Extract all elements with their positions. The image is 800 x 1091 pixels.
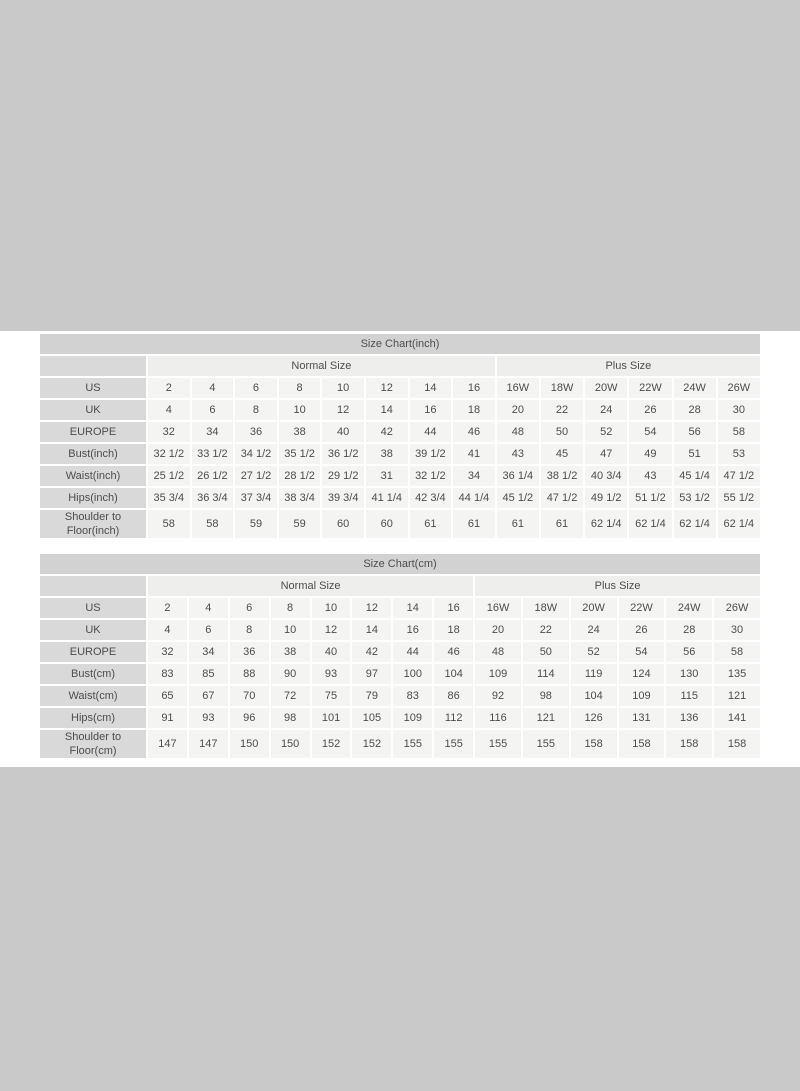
table-cell: 25 1/2 <box>148 466 190 486</box>
row-label: EUROPE <box>40 642 146 662</box>
table-cell: 59 <box>235 510 277 538</box>
table-cell: 38 <box>366 444 408 464</box>
table-cell: 16W <box>497 378 539 398</box>
table-title: Size Chart(cm) <box>40 554 760 574</box>
size-chart-table-inch <box>38 332 762 540</box>
table-row <box>40 664 760 684</box>
table-cell: 62 1/4 <box>629 510 671 538</box>
table-cell: 48 <box>475 642 521 662</box>
table-gap <box>38 540 762 552</box>
table-cell: 101 <box>312 708 351 728</box>
table-cell: 124 <box>619 664 665 684</box>
row-label: Shoulder to Floor(cm) <box>40 730 146 758</box>
table-cell: 39 1/2 <box>410 444 452 464</box>
table-cell: 8 <box>230 620 269 640</box>
table-cell: 61 <box>541 510 583 538</box>
table-cell: 28 <box>674 400 716 420</box>
table-cell: 91 <box>148 708 187 728</box>
corner-cell <box>40 576 146 596</box>
table-cell: 109 <box>393 708 432 728</box>
corner-cell <box>40 356 146 376</box>
table-cell: 47 <box>585 444 627 464</box>
table-cell: 20W <box>585 378 627 398</box>
table-cell: 62 1/4 <box>674 510 716 538</box>
table-row <box>40 598 760 618</box>
row-label: US <box>40 598 146 618</box>
table-cell: 47 1/2 <box>541 488 583 508</box>
table-cell: 158 <box>714 730 760 758</box>
table-cell: 18W <box>523 598 569 618</box>
table-cell: 12 <box>312 620 351 640</box>
table-cell: 46 <box>453 422 495 442</box>
table-cell: 33 1/2 <box>192 444 234 464</box>
table-cell: 35 3/4 <box>148 488 190 508</box>
table-cell: 6 <box>235 378 277 398</box>
table-cell: 22 <box>523 620 569 640</box>
table-cell: 49 1/2 <box>585 488 627 508</box>
table-cell: 38 3/4 <box>279 488 321 508</box>
table-cell: 34 1/2 <box>235 444 277 464</box>
table-cell: 49 <box>629 444 671 464</box>
table-cell: 43 <box>629 466 671 486</box>
table-cell: 136 <box>666 708 712 728</box>
table-cell: 93 <box>312 664 351 684</box>
table-cell: 93 <box>189 708 228 728</box>
table-cell: 14 <box>410 378 452 398</box>
table-cell: 20 <box>475 620 521 640</box>
table-cell: 147 <box>189 730 228 758</box>
table-cell: 16 <box>453 378 495 398</box>
table-cell: 135 <box>714 664 760 684</box>
table-cell: 32 <box>148 642 187 662</box>
table-cell: 98 <box>523 686 569 706</box>
table-cell: 62 1/4 <box>718 510 760 538</box>
table-cell: 22W <box>619 598 665 618</box>
table-cell: 2 <box>148 598 187 618</box>
table-cell: 112 <box>434 708 473 728</box>
table-cell: 104 <box>434 664 473 684</box>
table-cell: 41 <box>453 444 495 464</box>
row-label: UK <box>40 620 146 640</box>
table-cell: 16W <box>475 598 521 618</box>
table-cell: 54 <box>619 642 665 662</box>
table-cell: 14 <box>393 598 432 618</box>
table-cell: 44 <box>393 642 432 662</box>
table-cell: 45 1/4 <box>674 466 716 486</box>
table-cell: 60 <box>366 510 408 538</box>
table-row <box>40 730 760 758</box>
table-cell: 51 <box>674 444 716 464</box>
table-cell: 58 <box>148 510 190 538</box>
table-row <box>40 466 760 486</box>
table-cell: 72 <box>271 686 310 706</box>
row-label: Waist(cm) <box>40 686 146 706</box>
table-cell: 20W <box>571 598 617 618</box>
table-cell: 14 <box>352 620 391 640</box>
table-cell: 4 <box>148 400 190 420</box>
table-cell: 70 <box>230 686 269 706</box>
table-cell: 55 1/2 <box>718 488 760 508</box>
table-row <box>40 708 760 728</box>
table-cell: 31 <box>366 466 408 486</box>
table-cell: 97 <box>352 664 391 684</box>
table-cell: 75 <box>312 686 351 706</box>
table-cell: 65 <box>148 686 187 706</box>
row-label: US <box>40 378 146 398</box>
table-cell: 30 <box>714 620 760 640</box>
table-cell: 38 1/2 <box>541 466 583 486</box>
table-cell: 61 <box>410 510 452 538</box>
table-cell: 10 <box>312 598 351 618</box>
table-cell: 39 3/4 <box>322 488 364 508</box>
table-cell: 4 <box>192 378 234 398</box>
table-cell: 20 <box>497 400 539 420</box>
table-cell: 83 <box>148 664 187 684</box>
table-row <box>40 444 760 464</box>
table-cell: 36 1/2 <box>322 444 364 464</box>
table-cell: 26 <box>619 620 665 640</box>
size-chart-tables <box>38 332 762 760</box>
table-cell: 10 <box>279 400 321 420</box>
table-cell: 43 <box>497 444 539 464</box>
table-cell: 67 <box>189 686 228 706</box>
table-cell: 22W <box>629 378 671 398</box>
column-group-header: Plus Size <box>475 576 760 596</box>
table-cell: 50 <box>523 642 569 662</box>
table-cell: 158 <box>619 730 665 758</box>
table-cell: 42 3/4 <box>410 488 452 508</box>
row-label: EUROPE <box>40 422 146 442</box>
table-row <box>40 686 760 706</box>
table-cell: 12 <box>352 598 391 618</box>
table-cell: 28 1/2 <box>279 466 321 486</box>
table-cell: 2 <box>148 378 190 398</box>
table-cell: 58 <box>714 642 760 662</box>
table-cell: 40 3/4 <box>585 466 627 486</box>
table-cell: 158 <box>666 730 712 758</box>
table-cell: 53 <box>718 444 760 464</box>
table-cell: 130 <box>666 664 712 684</box>
table-cell: 52 <box>571 642 617 662</box>
table-row <box>40 488 760 508</box>
table-cell: 44 1/4 <box>453 488 495 508</box>
table-cell: 62 1/4 <box>585 510 627 538</box>
table-cell: 32 1/2 <box>148 444 190 464</box>
table-cell: 158 <box>571 730 617 758</box>
table-cell: 24W <box>666 598 712 618</box>
table-row <box>40 378 760 398</box>
table-cell: 6 <box>230 598 269 618</box>
table-cell: 114 <box>523 664 569 684</box>
table-cell: 56 <box>674 422 716 442</box>
table-row <box>40 422 760 442</box>
table-cell: 141 <box>714 708 760 728</box>
column-group-header: Normal Size <box>148 576 473 596</box>
table-cell: 4 <box>148 620 187 640</box>
table-cell: 155 <box>475 730 521 758</box>
gray-margin-top <box>0 0 800 331</box>
table-cell: 61 <box>453 510 495 538</box>
table-cell: 26 <box>629 400 671 420</box>
table-cell: 10 <box>322 378 364 398</box>
table-cell: 150 <box>271 730 310 758</box>
table-cell: 50 <box>541 422 583 442</box>
table-cell: 44 <box>410 422 452 442</box>
table-cell: 61 <box>497 510 539 538</box>
table-cell: 14 <box>366 400 408 420</box>
column-group-header: Normal Size <box>148 356 495 376</box>
table-cell: 24W <box>674 378 716 398</box>
table-cell: 155 <box>523 730 569 758</box>
table-cell: 41 1/4 <box>366 488 408 508</box>
table-cell: 37 3/4 <box>235 488 277 508</box>
table-cell: 96 <box>230 708 269 728</box>
table-cell: 8 <box>235 400 277 420</box>
table-row <box>40 400 760 420</box>
table-cell: 58 <box>192 510 234 538</box>
table-cell: 28 <box>666 620 712 640</box>
table-cell: 40 <box>322 422 364 442</box>
table-cell: 12 <box>366 378 408 398</box>
table-cell: 126 <box>571 708 617 728</box>
row-label: Waist(inch) <box>40 466 146 486</box>
table-cell: 10 <box>271 620 310 640</box>
table-title: Size Chart(inch) <box>40 334 760 354</box>
table-row <box>40 510 760 538</box>
table-cell: 34 <box>189 642 228 662</box>
table-cell: 155 <box>393 730 432 758</box>
table-cell: 105 <box>352 708 391 728</box>
table-cell: 92 <box>475 686 521 706</box>
row-label: Bust(inch) <box>40 444 146 464</box>
table-cell: 48 <box>497 422 539 442</box>
table-cell: 40 <box>312 642 351 662</box>
table-cell: 8 <box>279 378 321 398</box>
table-cell: 51 1/2 <box>629 488 671 508</box>
table-cell: 35 1/2 <box>279 444 321 464</box>
column-group-header: Plus Size <box>497 356 760 376</box>
table-cell: 18 <box>434 620 473 640</box>
table-cell: 54 <box>629 422 671 442</box>
table-cell: 24 <box>571 620 617 640</box>
table-cell: 116 <box>475 708 521 728</box>
table-cell: 60 <box>322 510 364 538</box>
row-label: Hips(cm) <box>40 708 146 728</box>
size-chart-table-cm <box>38 552 762 760</box>
table-cell: 152 <box>352 730 391 758</box>
table-cell: 4 <box>189 598 228 618</box>
table-cell: 83 <box>393 686 432 706</box>
table-cell: 115 <box>666 686 712 706</box>
table-cell: 18W <box>541 378 583 398</box>
table-cell: 36 <box>230 642 269 662</box>
table-cell: 42 <box>352 642 391 662</box>
table-cell: 16 <box>393 620 432 640</box>
table-cell: 58 <box>718 422 760 442</box>
table-cell: 85 <box>189 664 228 684</box>
row-label: Shoulder to Floor(inch) <box>40 510 146 538</box>
table-cell: 36 1/4 <box>497 466 539 486</box>
table-cell: 16 <box>434 598 473 618</box>
row-label: Hips(inch) <box>40 488 146 508</box>
table-cell: 12 <box>322 400 364 420</box>
table-cell: 121 <box>523 708 569 728</box>
table-cell: 46 <box>434 642 473 662</box>
table-cell: 90 <box>271 664 310 684</box>
table-cell: 56 <box>666 642 712 662</box>
table-cell: 6 <box>189 620 228 640</box>
table-cell: 42 <box>366 422 408 442</box>
table-cell: 18 <box>453 400 495 420</box>
table-cell: 47 1/2 <box>718 466 760 486</box>
size-chart-panel <box>0 331 800 767</box>
table-row <box>40 620 760 640</box>
table-cell: 26 1/2 <box>192 466 234 486</box>
table-cell: 30 <box>718 400 760 420</box>
table-cell: 121 <box>714 686 760 706</box>
table-cell: 53 1/2 <box>674 488 716 508</box>
table-cell: 24 <box>585 400 627 420</box>
table-cell: 34 <box>192 422 234 442</box>
row-label: UK <box>40 400 146 420</box>
table-cell: 36 3/4 <box>192 488 234 508</box>
table-cell: 52 <box>585 422 627 442</box>
table-cell: 98 <box>271 708 310 728</box>
table-cell: 29 1/2 <box>322 466 364 486</box>
table-row <box>40 642 760 662</box>
table-cell: 88 <box>230 664 269 684</box>
table-cell: 79 <box>352 686 391 706</box>
table-cell: 45 1/2 <box>497 488 539 508</box>
table-cell: 152 <box>312 730 351 758</box>
table-cell: 22 <box>541 400 583 420</box>
table-cell: 86 <box>434 686 473 706</box>
row-label: Bust(cm) <box>40 664 146 684</box>
table-cell: 45 <box>541 444 583 464</box>
table-cell: 26W <box>718 378 760 398</box>
table-cell: 104 <box>571 686 617 706</box>
table-cell: 100 <box>393 664 432 684</box>
table-cell: 32 1/2 <box>410 466 452 486</box>
table-cell: 26W <box>714 598 760 618</box>
table-cell: 6 <box>192 400 234 420</box>
table-cell: 38 <box>271 642 310 662</box>
table-cell: 119 <box>571 664 617 684</box>
table-cell: 155 <box>434 730 473 758</box>
table-cell: 34 <box>453 466 495 486</box>
table-cell: 109 <box>475 664 521 684</box>
table-cell: 59 <box>279 510 321 538</box>
table-cell: 109 <box>619 686 665 706</box>
table-cell: 8 <box>271 598 310 618</box>
table-cell: 16 <box>410 400 452 420</box>
table-cell: 150 <box>230 730 269 758</box>
table-cell: 38 <box>279 422 321 442</box>
table-cell: 131 <box>619 708 665 728</box>
table-cell: 32 <box>148 422 190 442</box>
table-cell: 147 <box>148 730 187 758</box>
table-cell: 27 1/2 <box>235 466 277 486</box>
table-cell: 36 <box>235 422 277 442</box>
